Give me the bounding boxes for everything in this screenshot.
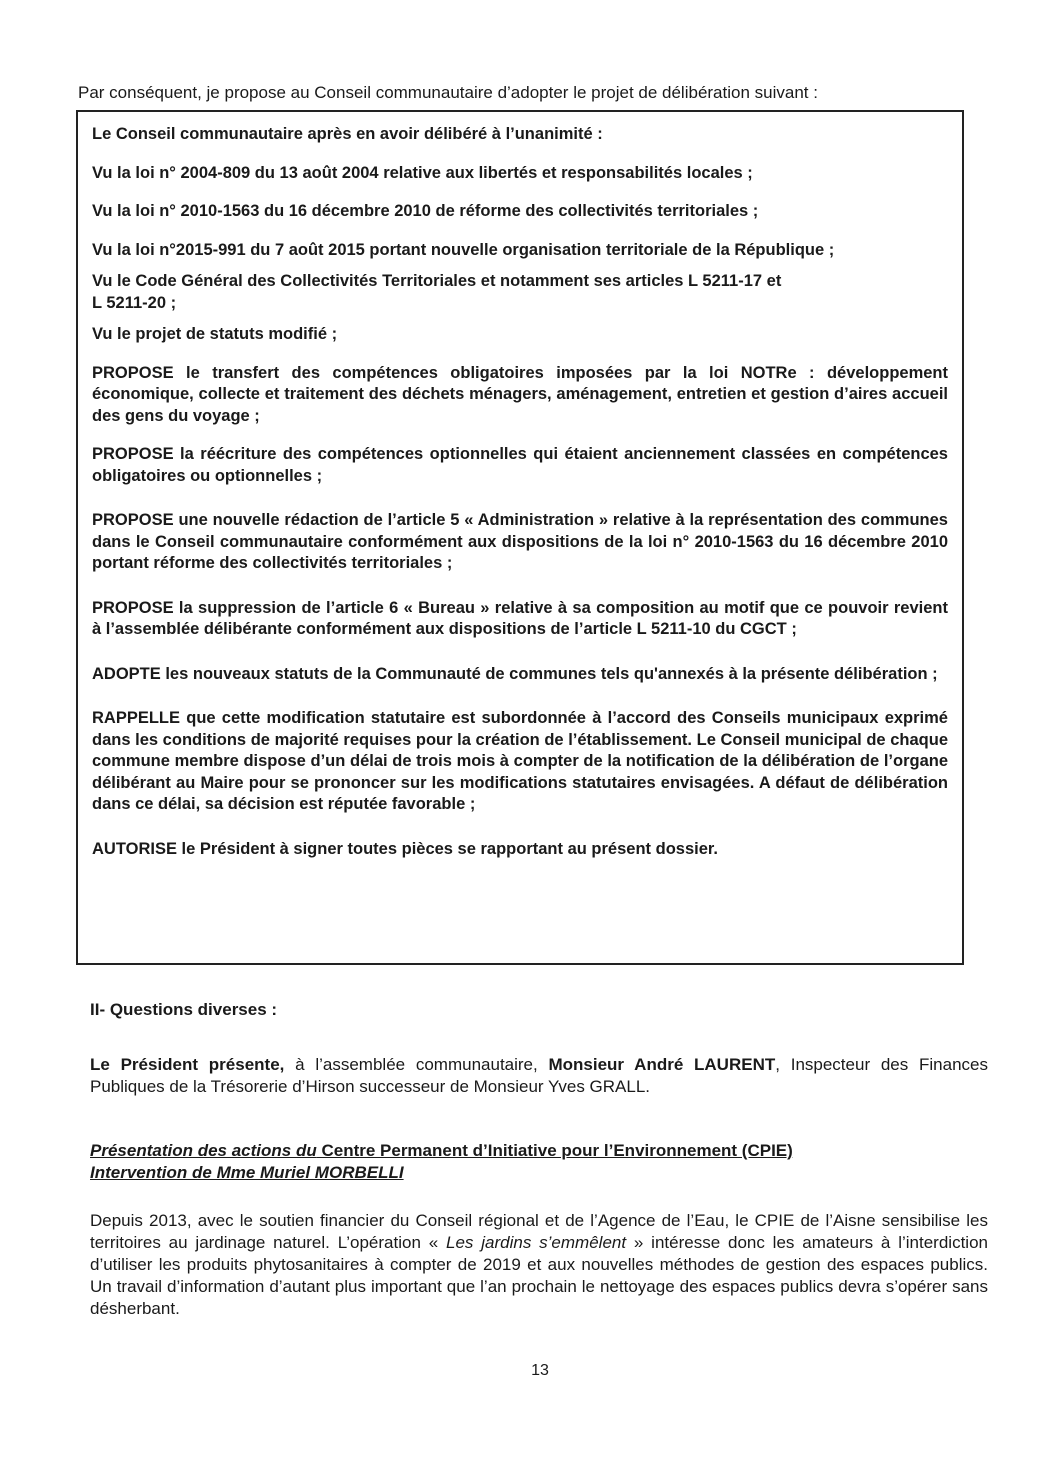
intro-sentence: Par conséquent, je propose au Conseil communautaire d’adopter le projet de délibération suivant : (78, 83, 818, 102)
proposal-rewrite: PROPOSE la réécriture des compétences optionnelles qui étaient anciennement classées en compétences obligatoires ou optionnelles ; (92, 445, 948, 485)
deliberation-box (76, 110, 964, 965)
president-text-2: , Inspecteur des Finances Publiques de la Trésorerie d’Hirson successeur de Monsieur Yves GRALL. (90, 1055, 988, 1096)
adopt-statutes: ADOPTE les nouveaux statuts de la Communauté de communes tels qu'annexés à la présente délibération ; (92, 664, 938, 683)
authorize-president: AUTORISE le Président à signer toutes pièces se rapportant au présent dossier. (92, 839, 718, 858)
cpie-text-1: Depuis 2013, avec le soutien financier du Conseil régional et de l’Agence de l’Eau, le CPIE de l’Aisne sensibilise les territoires au jardinage naturel. L’opération « (90, 1211, 988, 1252)
proposal-article-5: PROPOSE une nouvelle rédaction de l’article 5 « Administration » relative à la représentation des communes dans le Conseil communautaire conformément aux dispositions de la loi n° 2010-1563 du 16 décembre 2010 portant réforme des collectivités territoriales ; (92, 511, 948, 572)
legal-reference-1: Vu la loi n° 2004-809 du 13 août 2004 relative aux libertés et responsabilités locales ; (92, 163, 753, 182)
legal-reference-2: Vu la loi n° 2010-1563 du 16 décembre 2010 de réforme des collectivités territoriales ; (92, 202, 759, 220)
reminder-paragraph: RAPPELLE que cette modification statutaire est subordonnée à l’accord des Conseils municipaux exprimé dans les conditions de majorité requises pour la création de l’établissement. Le Conseil municipal de chaque commune membre dispose d’un délai de trois mois à compter de la notification de la délibération de l’organe délibérant au Maire pour se prononcer sur les modifications statutaires envisagées. A défaut de délibération dans ce délai, sa décision est réputée favorable ; (92, 709, 948, 813)
cpie-heading-rest: Centre Permanent d’Initiative pour l’Environnement (CPIE) (316, 1141, 793, 1160)
president-lead: Le Président présente, (90, 1055, 285, 1074)
cpie-text-2: » intéresse donc les amateurs à l’interdiction d’utiliser les produits phytosanitaires à compter de 2019 et aux nouvelles méthodes de gestion des espaces publics. Un travail d’information d’autant plus important que l’an prochain le nettoyage des espaces publics devra s’opérer sans désherbant. (90, 1233, 988, 1318)
president-text-1: à l’assemblée communautaire, (284, 1055, 549, 1074)
section-heading: II- Questions diverses : (90, 1000, 278, 1019)
cpie-heading (90, 1140, 990, 1184)
legal-reference-4-line1: Vu le Code Général des Collectivités Territoriales et notamment ses articles L 5211-17 et (92, 272, 782, 290)
cpie-operation-name: Les jardins s’emmêlent (446, 1233, 627, 1252)
cpie-heading-intervention: Intervention de Mme Muriel MORBELLI (90, 1163, 404, 1182)
legal-reference-3: Vu la loi n°2015-991 du 7 août 2015 portant nouvelle organisation territoriale de la République ; (92, 240, 835, 259)
legal-reference-4-line2: L 5211-20 ; (92, 293, 177, 312)
president-name: Monsieur André LAURENT (548, 1055, 776, 1074)
page-number: 13 (531, 1362, 549, 1379)
legal-reference-4 (92, 271, 948, 314)
proposal-transfer: PROPOSE le transfert des compétences obligatoires imposées par la loi NOTRe : développement économique, collecte et traitement des déchets ménagers, aménagement, entretien et gestion d’aires accueil des gens du voyage ; (92, 363, 948, 425)
cpie-heading-italic: Présentation des actions du (90, 1141, 317, 1160)
cpie-paragraph (90, 1210, 988, 1320)
proposal-article-6: PROPOSE la suppression de l’article 6 « Bureau » relative à sa composition au motif que ce pouvoir revient à l’assemblée délibérante conformément aux dispositions de l’article L 5211-10 du CGCT ; (92, 598, 948, 638)
deliberation-preamble: Le Conseil communautaire après en avoir délibéré à l’unanimité : (92, 125, 603, 143)
legal-reference-5: Vu le projet de statuts modifié ; (92, 325, 338, 343)
president-paragraph (90, 1054, 988, 1098)
